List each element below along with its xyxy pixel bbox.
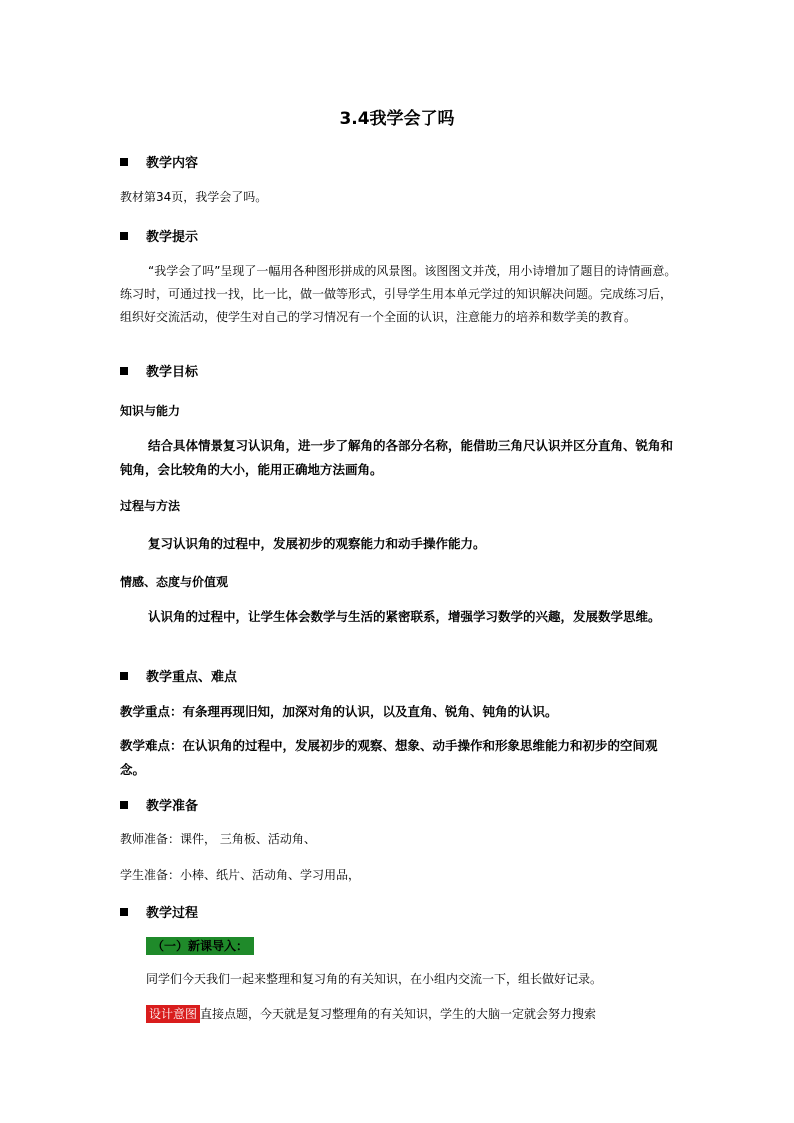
goal-emotion-label: 情感、态度与价值观 [120, 575, 229, 589]
section-heading-goals [120, 361, 198, 380]
square-bullet-icon [120, 672, 128, 680]
step-intro-label [146, 935, 254, 958]
heading-text: 教学过程 [146, 906, 199, 921]
design-intent-tag: 设计意图 [146, 1005, 200, 1023]
section-heading-content [120, 152, 198, 171]
square-bullet-icon [120, 367, 128, 375]
heading-text: 教学目标 [146, 365, 199, 380]
goal-knowledge-text: 结合具体情景复习认识角，进一步了解角的各部分名称，能借助三角尺认识并区分直角、锐角和钝角，会比较角的大小，能用正确地方法画角。 [120, 438, 674, 477]
content-paragraph: 教材第34页，我学会了吗。 [120, 190, 268, 204]
goal-emotion-text: 认识角的过程中，让学生体会数学与生活的紧密联系，增强学习数学的兴趣，发展数学思维。 [148, 609, 661, 624]
tips-paragraph: “我学会了吗”呈现了一幅用各种图形拼成的风景图。该图图文并茂，用小诗增加了题目的诗情画意。练习时，可通过找一找，比一比，做一做等形式，引导学生用本单元学过的知识解决问题。完成练习后，组织好交流活动，使学生对自己的学习情况有一个全面的认识，注意能力的培养和数学美的教育。 [120, 264, 677, 324]
design-intent-text: 直接点题，今天就是复习整理角的有关知识，学生的大脑一定就会努力搜索 [200, 1007, 597, 1021]
heading-text: 教学准备 [146, 799, 199, 814]
square-bullet-icon [120, 908, 128, 916]
difficult-point-text: 教学难点：在认识角的过程中，发展初步的观察、想象、动手操作和形象思维能力和初步的空间观念。 [120, 738, 658, 777]
student-preparation: 学生准备：小棒、纸片、活动角、学习用品， [120, 868, 361, 882]
intro-paragraph: 同学们今天我们一起来整理和复习角的有关知识，在小组内交流一下，组长做好记录。 [146, 972, 603, 986]
green-highlight: （一）新课导入： [146, 937, 254, 955]
section-heading-tips [120, 226, 198, 245]
heading-text: 教学提示 [146, 230, 199, 245]
goal-process-text: 复习认识角的过程中，发展初步的观察能力和动手操作能力。 [148, 536, 486, 551]
section-heading-process [120, 902, 198, 921]
goal-knowledge-label: 知识与能力 [120, 404, 181, 418]
key-point-text: 教学重点：有条理再现旧知，加深对角的认识，以及直角、锐角、钝角的认识。 [120, 704, 558, 719]
design-intent-line [146, 1003, 686, 1026]
square-bullet-icon [120, 801, 128, 809]
square-bullet-icon [120, 158, 128, 166]
heading-text: 教学重点、难点 [146, 670, 238, 685]
document-title: 3.4我学会了吗 [339, 109, 455, 129]
square-bullet-icon [120, 232, 128, 240]
section-heading-preparation [120, 795, 198, 814]
section-heading-keypoints [120, 666, 237, 685]
goal-process-label: 过程与方法 [120, 499, 181, 513]
teacher-preparation: 教师准备：课件， 三角板、活动角、 [120, 832, 316, 846]
heading-text: 教学内容 [146, 156, 199, 171]
